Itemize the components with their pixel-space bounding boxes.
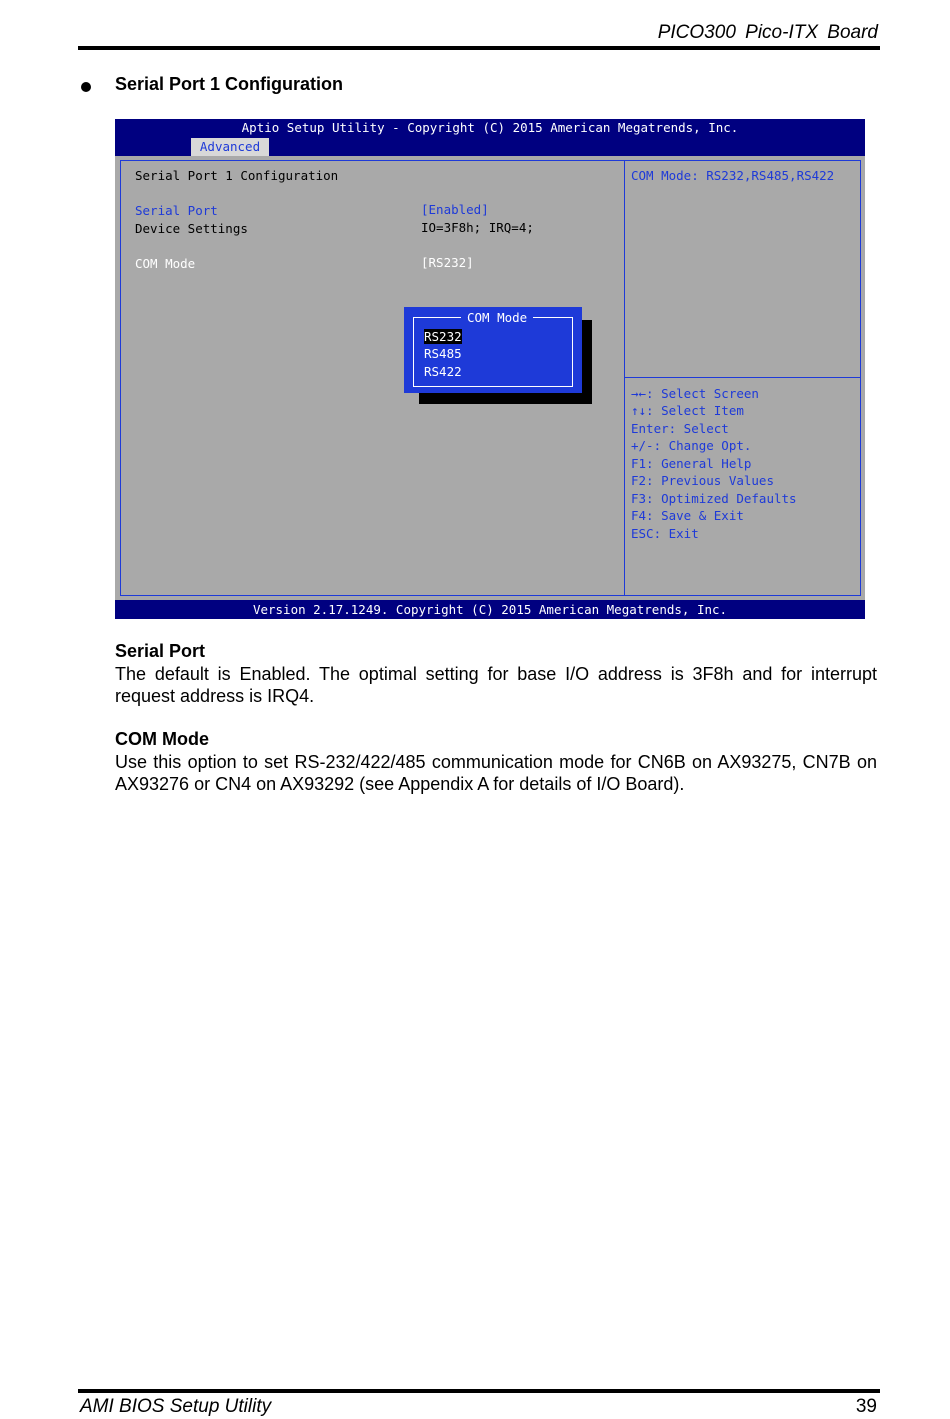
com-mode-popup xyxy=(404,307,582,393)
serial-port-description: The default is Enabled. The optimal setting for base I/O address is 3F8h and for interrupt request address is IRQ4. xyxy=(115,664,877,706)
popup-title: COM Mode xyxy=(461,310,533,325)
section-title: Serial Port 1 Configuration xyxy=(115,74,344,94)
tab-advanced[interactable]: Advanced xyxy=(191,138,269,156)
footer-rule xyxy=(78,1389,880,1393)
key-hint-f4: F4: Save & Exit xyxy=(631,508,744,523)
bios-help-divider xyxy=(625,377,860,378)
menu-item-serial-port[interactable]: Serial Port xyxy=(135,203,218,218)
key-hint-f3: F3: Optimized Defaults xyxy=(631,491,797,506)
bios-title-text: Aptio Setup Utility - Copyright (C) 2015 American Megatrends, Inc. xyxy=(241,120,739,135)
bios-panel-divider xyxy=(624,160,625,596)
key-hint-f1: F1: General Help xyxy=(631,456,752,471)
com-mode-description: Use this option to set RS-232/422/485 communication mode for CN6B on AX93275, CN7B on AX93276 or CN4 on AX93292 (see Appendix A for details of I/O Board). xyxy=(115,752,877,794)
bullet-icon xyxy=(81,82,91,92)
bios-title-bar xyxy=(115,119,865,156)
bios-page-heading: Serial Port 1 Configuration xyxy=(135,168,339,183)
serial-port-value[interactable]: [Enabled] xyxy=(421,202,489,217)
popup-option-rs422[interactable]: RS422 xyxy=(424,364,462,379)
com-mode-heading: COM Mode xyxy=(115,729,209,749)
key-hint-enter: Enter: Select xyxy=(631,421,729,436)
menu-item-com-mode[interactable]: COM Mode xyxy=(135,256,196,271)
bios-version-bar: Version 2.17.1249. Copyright (C) 2015 American Megatrends, Inc. xyxy=(115,600,865,619)
serial-port-heading: Serial Port xyxy=(115,641,206,661)
document-header-title: PICO300 Pico-ITX Board xyxy=(657,22,878,43)
key-hint-change-opt: +/-: Change Opt. xyxy=(631,438,752,453)
help-text: COM Mode: RS232,RS485,RS422 xyxy=(631,168,835,183)
com-mode-value[interactable]: [RS232] xyxy=(421,255,474,270)
key-hint-select-item: ↑↓: Select Item xyxy=(631,403,744,418)
menu-item-device-settings: Device Settings xyxy=(135,221,248,236)
device-settings-value: IO=3F8h; IRQ=4; xyxy=(421,220,534,235)
popup-option-rs232[interactable]: RS232 xyxy=(424,329,462,344)
key-hint-f2: F2: Previous Values xyxy=(631,473,774,488)
header-rule xyxy=(78,46,880,50)
footer-title: AMI BIOS Setup Utility xyxy=(80,1396,272,1417)
bios-screenshot xyxy=(115,119,865,619)
popup-option-rs485[interactable]: RS485 xyxy=(424,346,462,361)
page-number: 39 xyxy=(855,1396,877,1417)
key-hint-esc: ESC: Exit xyxy=(631,526,699,541)
key-hint-select-screen: →←: Select Screen xyxy=(631,386,759,401)
